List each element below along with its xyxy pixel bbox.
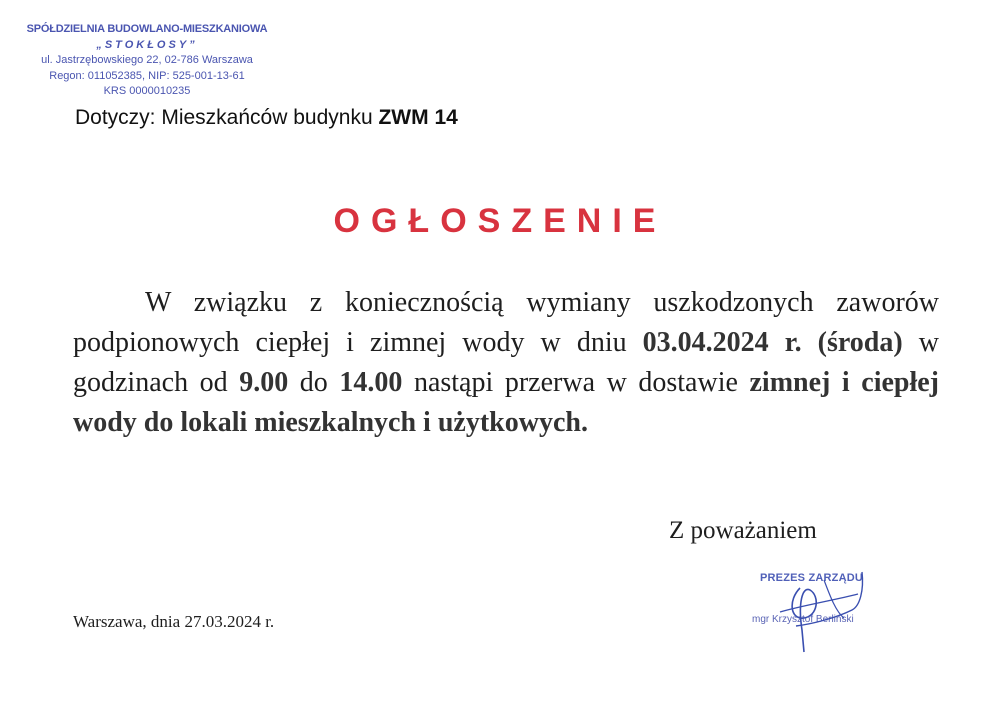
announcement-title: OGŁOSZENIE [333, 202, 667, 240]
outage-date: 03.04.2024 r. (środa) [642, 327, 903, 358]
time-from: 9.00 [239, 367, 289, 398]
body-text-4: nastąpi przerwa w dostawie [402, 367, 750, 398]
time-to: 14.00 [339, 367, 403, 398]
subject-prefix: Dotyczy: Mieszkańców budynku [75, 106, 379, 129]
signature-role: PREZES ZARZĄDU [760, 572, 864, 584]
outage-scope: zimnej i ciepłej wody do lokali mieszkalnych i użytkowych [73, 367, 940, 438]
signature-name: mgr Krzysztof Berliński [752, 614, 854, 625]
announcement-body [73, 283, 939, 443]
body-text-2: w godzinach od [73, 327, 939, 398]
body-text-3: do [288, 367, 340, 398]
cooperative-stamp [22, 22, 272, 100]
stamp-cooperative-name: SPÓŁDZIELNIA BUDOWLANO-MIESZKANIOWA [26, 23, 268, 35]
stamp-regon-nip: Regon: 011052385, NIP: 525-001-13-61 [49, 69, 245, 82]
subject-line [75, 106, 458, 130]
handwritten-signature [740, 560, 880, 670]
stamp-address: ul. Jastrzębowskiego 22, 02-786 Warszawa [41, 54, 253, 66]
body-text-1: W związku z koniecznością wymiany uszkodzonych zaworów podpionowych ciepłej i zimnej wody w dniu [73, 287, 939, 358]
issue-date: Warszawa, dnia 27.03.2024 r. [73, 612, 275, 631]
stamp-brand-name: „STOKŁOSY” [96, 38, 198, 51]
closing-salutation: Z poważaniem [669, 517, 817, 544]
stamp-krs: KRS 0000010235 [103, 85, 191, 97]
building-code: ZWM 14 [378, 106, 458, 129]
body-end: . [580, 407, 588, 438]
signature-stamp [740, 560, 880, 670]
